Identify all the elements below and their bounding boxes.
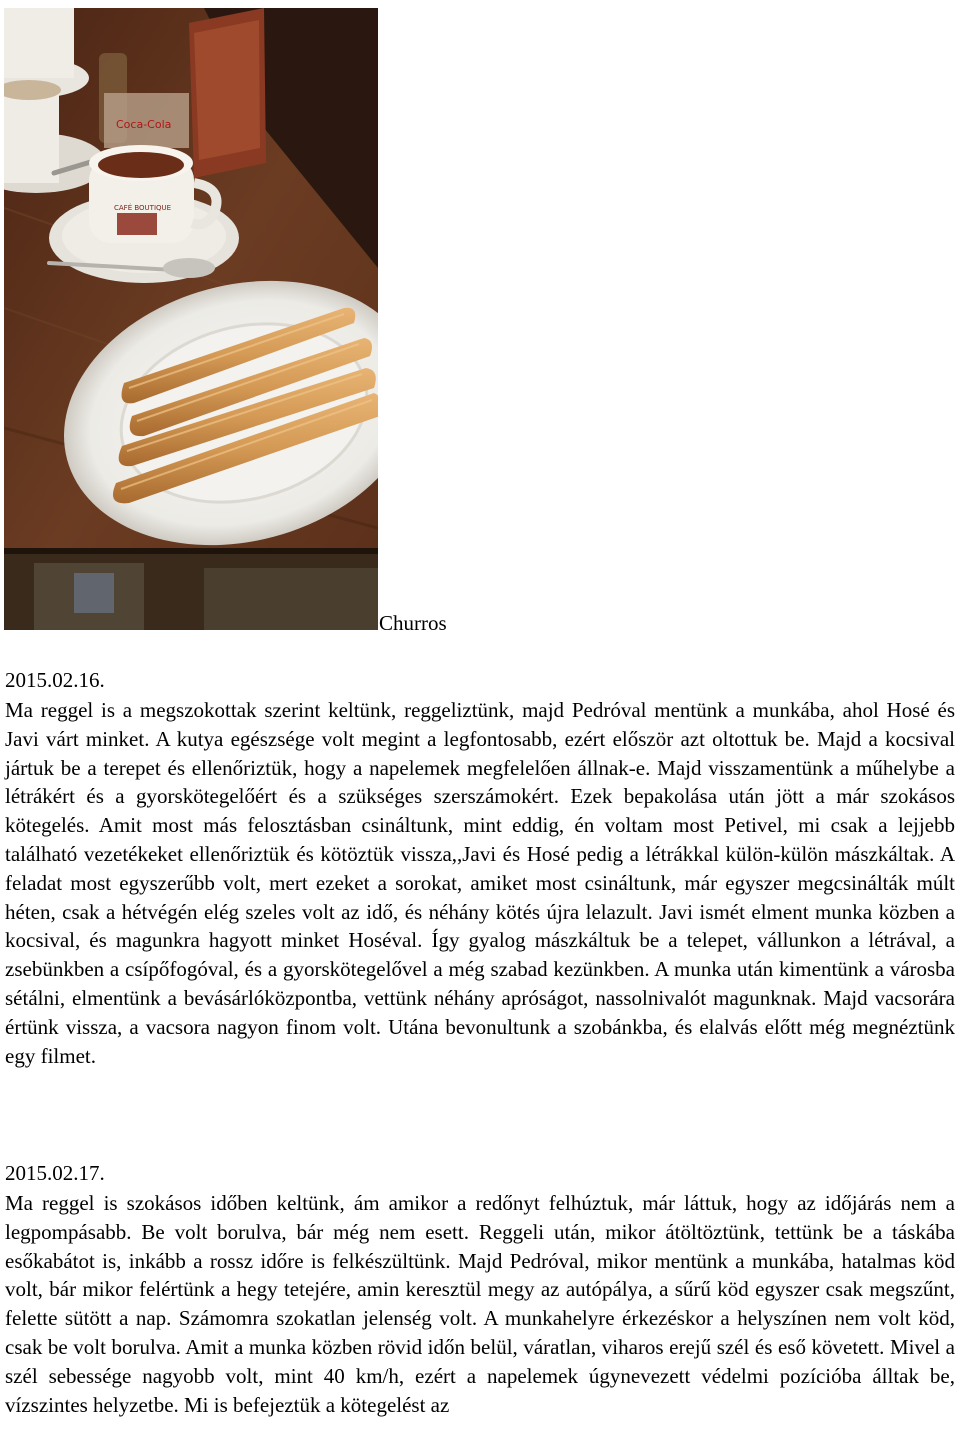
entry-date: 2015.02.16.: [5, 668, 105, 692]
entry-text: Ma reggel is a megszokottak szerint keltünk, reggeliztünk, majd Pedróval mentünk a munkába, ahol Hosé és Javi várt minket. A kutya egészsége volt megint a legfontosabb, ezért először azt oltottuk be. Majd a kocsival jártuk be a terepet és ellenőriztük, hogy a napelemek megfelelően állnak-e. Majd visszamentünk a műhelybe a létrákért és a gyorskötegelőért és a szükséges szerszámokért. Ezek bepakolása után jött a már szokásos kötegelés. Amit most más felosztásban csináltunk, mint eddig, én voltam most Petivel, mi csak a lejjebb található vezetékeket ellenőriztük és kötöztük vissza,,Javi és Hosé pedig a létrákkal külön-külön mászkáltak. A feladat most egyszerűbb volt, mert ezeket a sorokat, amiket most csináltunk, már egyszer megcsinálták múlt héten, csak a hétvégén elég szeles volt az idő, és néhány kötés újra lelazult. Javi ismét elment munka közben a kocsival, és magunkra hagyott minket Hoséval. Így gyalog mászkáltuk be a telepet, vállunkon a létrával, a zsebünkben a csípőfogóval, és a gyorskötegelővel a még szabad kezünkben. A munka után kimentünk a városba sétálni, elmentünk a bevásárlóközpontba, vettünk néhány apróságot, nassolnivalót magunknak. Majd vacsorára értünk vissza, a vacsora nagyon finom volt. Utána bevonultunk a szobánkba, és elalvás előtt még megnéztünk egy filmet.: [5, 698, 955, 1068]
coca-cola-sign: Coca-Cola: [116, 118, 172, 131]
entry-date: 2015.02.17.: [5, 1161, 105, 1185]
entry-text: Ma reggel is szokásos időben keltünk, ám amikor a redőnyt felhúztuk, már láttuk, hogy az időjárás nem a legpompásabb. Be volt borulva, bár még nem esett. Reggeli után, mikor átöltöztünk, tettünk be a táskába esőkabátot is, inkább a rossz időre is felkészültünk. Majd Pedróval, mikor mentünk a munkába, hatalmas köd volt, bár mikor felértünk a hegy tetejére, amin keresztül megy az autópálya, a sűrű köd egyszer csak megszűnt, felette sütött a nap. Számomra szokatlan jelenség volt. A munkahelyre érkezéskor a helyszínen nem volt köd, csak be volt borulva. Amit a munka közben rövid időn belül, váratlan, viharos erejű szél és eső követett. Mivel a szél sebessége nagyobb volt, mint 40 km/h, ezért a napelemek úgynevezett védelmi pozícióba álltak be, vízszintes helyzetbe. Mi is befejeztük a kötegelést az: [5, 1191, 955, 1417]
cup-print: CAFÉ BOUTIQUE: [114, 204, 172, 212]
photo-caption: Churros: [379, 611, 447, 635]
churros-photo: [4, 8, 378, 630]
